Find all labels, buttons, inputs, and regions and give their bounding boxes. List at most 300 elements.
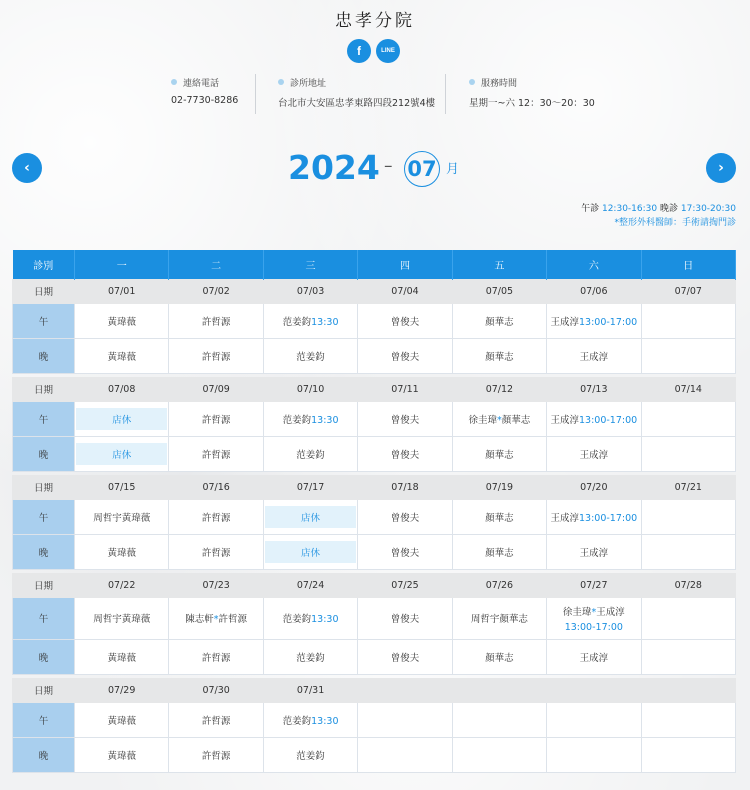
column-header: 二 [169,250,263,279]
date-label: 日期 [33,483,53,494]
doctor-name: 許哲源 [201,414,231,426]
doctor-entry [93,614,150,625]
schedule-cell [358,702,452,737]
schedule-cell [641,702,735,737]
schedule-cell[interactable] [263,597,357,639]
doctor-entry [391,653,420,664]
clinic-info [0,74,750,114]
doctor-name: 曾俊夫 [390,351,420,363]
schedule-cell [641,639,735,674]
schedule-cell[interactable] [75,639,169,674]
year-label: 2024 [288,148,380,187]
afternoon-period-label: 午 [38,414,49,426]
doctor-entry [485,450,514,461]
time-range: 13:00-17:00 [578,512,638,524]
doctor-entry [107,548,136,559]
doctor-name: 顏華志 [485,652,514,664]
closed-tag: 店休 [76,408,167,430]
doctor-entry [202,716,231,727]
doctor-entry [550,317,637,328]
evening-period-cell [13,436,75,471]
doctor-name: 徐圭瑋 [468,414,498,426]
date-cell [263,279,357,303]
schedule-cell[interactable] [452,499,546,534]
divider [445,74,446,114]
schedule-cell[interactable] [75,597,169,639]
schedule-cell[interactable] [547,303,641,338]
doctor-entry [107,653,136,664]
afternoon-period-cell [13,499,75,534]
schedule-cell[interactable] [263,436,357,471]
evening-period-label: 晚 [38,750,49,762]
column-header: 一 [75,250,169,279]
doctor-name: 許哲源 [201,715,231,727]
date-cell [358,475,452,499]
doctor-name: 黃瑋薇 [107,750,136,762]
doctor-name: 許哲源 [201,512,231,524]
doctor-entry [391,317,420,328]
doctor-entry [185,614,247,625]
doctor-name: 周哲宇黃瑋薇 [93,512,151,524]
phone-number[interactable]: 02-7730-8286 [171,95,239,106]
doctor-entry [563,607,625,618]
date-cell [452,475,546,499]
schedule-cell [641,534,735,569]
date-value: 07/15 [108,481,136,493]
schedule-cell[interactable] [169,338,263,373]
doctor-entry [202,352,231,363]
doctor-entry [485,352,514,363]
schedule-cell[interactable] [358,436,452,471]
schedule-cell [641,338,735,373]
date-value: 07/13 [580,383,608,395]
date-cell [547,377,641,401]
afternoon-period-cell [13,401,75,436]
doctor-entry [580,352,609,363]
date-separator: – [384,156,393,176]
date-cell [75,377,169,401]
doctor-name: 許哲源 [201,547,231,559]
schedule-cell[interactable] [263,303,357,338]
doctor-entry [202,415,231,426]
date-value: 07/12 [485,383,514,395]
doctor-entry [471,614,528,625]
doctor-name: 許哲源 [201,449,231,461]
doctor-entry [296,653,325,664]
time-range: 13:30 [311,316,339,328]
facebook-icon[interactable]: f [347,39,371,63]
doctor-name: 范姜鈞 [282,614,312,625]
afternoon-hours: 12:30-16:30 [601,204,658,214]
doctor-name: 曾俊夫 [390,512,420,524]
date-cell [263,573,357,597]
date-row [13,573,736,597]
afternoon-row [13,401,736,436]
date-value: 07/04 [391,285,419,297]
date-value: 07/11 [391,383,419,395]
doctor-name: 許哲源 [201,652,231,664]
evening-period-cell [13,338,75,373]
date-label: 日期 [33,581,53,592]
evening-period-cell [13,534,75,569]
doctor-name: 范姜鈞 [282,316,312,328]
date-cell [452,377,546,401]
afternoon-row [13,702,736,737]
evening-row [13,639,736,674]
doctor-name: 黃瑋薇 [107,652,136,664]
date-value: 07/24 [296,579,325,591]
closed-tag: 店休 [76,443,167,465]
doctor-name: 范姜鈞 [296,652,325,664]
schedule-cell [547,737,641,772]
month-header [0,148,750,188]
doctor-name: 范姜鈞 [296,351,325,363]
doctor-name: 王成淳 [579,351,609,363]
social-links [347,39,400,63]
afternoon-period-cell [13,303,75,338]
date-cell [547,678,641,702]
schedule-table [12,250,736,773]
schedule-cell [547,702,641,737]
evening-period-cell [13,639,75,674]
doctor-entry [283,614,339,625]
doctor-entry [391,352,420,363]
doctor-entry [580,653,609,664]
date-value: 07/30 [202,684,230,696]
doctor-entry [296,352,325,363]
date-label-cell [13,573,75,597]
column-header: 四 [358,250,452,279]
doctor-entry [202,548,231,559]
chevron-right-icon: › [718,160,724,176]
date-value: 07/22 [108,579,136,591]
date-value: 07/02 [202,285,230,297]
schedule-cell[interactable] [452,436,546,471]
schedule-cell[interactable] [75,338,169,373]
schedule-cell[interactable] [263,534,357,569]
doctor-entry [485,317,514,328]
hours-info [469,74,595,114]
schedule-cell[interactable] [263,401,357,436]
afternoon-hours-label: 午診 [581,204,600,214]
doctor-name: 顏華志 [501,414,531,426]
afternoon-period-cell [13,702,75,737]
doctor-name: 黃瑋薇 [107,351,136,363]
schedule-cell[interactable] [547,436,641,471]
date-label: 日期 [33,287,53,298]
page-title: 忠孝分院 [335,11,415,31]
date-value: 07/28 [674,579,702,591]
date-value: 07/01 [108,285,136,297]
schedule-cell[interactable] [263,702,357,737]
afternoon-period-label: 午 [38,715,49,727]
schedule-cell [452,702,546,737]
schedule-cell[interactable] [169,499,263,534]
afternoon-row [13,303,736,338]
doctor-entry [107,317,136,328]
doctor-name: 范姜鈞 [282,414,312,426]
afternoon-row [13,499,736,534]
schedule-cell[interactable] [169,702,263,737]
doctor-entry [469,415,531,426]
date-cell [452,573,546,597]
schedule-cell[interactable] [452,338,546,373]
date-value: 07/05 [485,285,514,297]
doctor-name: 曾俊夫 [390,614,420,625]
doctor-name: 周哲宇黃瑋薇 [93,614,151,625]
doctor-name: 陳志軒 [185,614,214,625]
time-range: 13:00-17:00 [578,414,638,426]
doctor-name: 許哲源 [201,750,231,762]
doctor-entry [580,450,609,461]
month-suffix: 月 [446,162,460,177]
date-cell [641,475,735,499]
afternoon-period-label: 午 [38,316,49,328]
doctor-entry [296,751,325,762]
date-label-cell [13,279,75,303]
schedule-cell[interactable] [358,597,452,639]
doctor-name: 王成淳 [550,316,579,328]
date-value: 07/18 [391,481,419,493]
doctor-entry [107,352,136,363]
doctor-name: 顏華志 [485,512,514,524]
schedule-cell[interactable] [358,499,452,534]
closed-tag: 店休 [265,541,356,563]
doctor-entry [391,450,420,461]
date-cell [169,573,263,597]
doctor-name: 王成淳 [550,414,579,426]
date-cell [263,678,357,702]
schedule-cell[interactable] [452,534,546,569]
schedule-cell[interactable] [547,597,641,639]
schedule-cell[interactable] [547,499,641,534]
date-row [13,377,736,401]
doctor-name: 范姜鈞 [282,715,312,727]
separator-mark: * [591,606,597,618]
doctor-entry [202,450,231,461]
hours-note [581,202,736,230]
schedule-cell[interactable] [75,702,169,737]
doctor-name: 王成淳 [579,449,609,461]
schedule-cell[interactable] [169,534,263,569]
hours-label: 服務時間 [481,78,518,89]
doctor-entry [391,614,420,625]
schedule-cell [641,597,735,639]
line-icon[interactable]: LINE [376,39,400,63]
date-cell [547,279,641,303]
divider [255,74,256,114]
surgery-note: *整形外科醫師：手術請掏門診 [614,218,736,228]
afternoon-period-label: 午 [38,512,49,524]
date-value: 07/08 [108,383,136,395]
column-header: 三 [263,250,357,279]
date-cell [358,279,452,303]
date-cell [263,475,357,499]
doctor-name: 王成淳 [579,652,609,664]
doctor-entry [202,653,231,664]
date-value: 07/27 [580,579,608,591]
doctor-entry [391,548,420,559]
doctor-name: 顏華志 [485,449,514,461]
schedule-cell[interactable] [547,338,641,373]
schedule-cell[interactable] [75,534,169,569]
schedule-cell[interactable] [169,597,263,639]
time-range: 13:00-17:00 [578,316,638,328]
schedule-cell[interactable] [547,639,641,674]
column-header: 日 [641,250,735,279]
date-row [13,279,736,303]
date-cell [641,377,735,401]
time-range: 13:30 [311,414,339,426]
afternoon-period-label: 午 [38,614,49,625]
schedule-cell[interactable] [169,639,263,674]
date-cell [641,678,735,702]
separator-mark: * [213,614,219,625]
doctor-name: 黃瑋薇 [107,715,136,727]
time-range: 13:30 [311,715,339,727]
schedule-cell[interactable] [169,737,263,772]
schedule-cell[interactable] [263,499,357,534]
date-value: 07/16 [202,481,230,493]
schedule-cell[interactable] [75,436,169,471]
date-cell [452,678,546,702]
column-header: 診別 [13,250,75,279]
doctor-entry [485,653,514,664]
schedule-cell [641,303,735,338]
address-label: 診所地址 [290,78,327,89]
schedule-cell [452,737,546,772]
doctor-name: 周哲宇顏華志 [470,614,528,625]
doctor-entry [550,513,637,524]
doctor-name: 黃瑋薇 [107,316,136,328]
date-cell [75,678,169,702]
schedule-cell[interactable] [358,303,452,338]
schedule-cell [358,737,452,772]
chevron-left-icon: ‹ [24,160,30,176]
doctor-entry [391,513,420,524]
doctor-entry [391,415,420,426]
schedule-cell[interactable] [452,597,546,639]
date-label-cell [13,377,75,401]
time-range: 13:00-17:00 [564,621,623,633]
date-value: 07/06 [580,285,608,297]
date-value: 07/17 [296,481,325,493]
schedule-cell[interactable] [169,436,263,471]
evening-period-label: 晚 [38,449,49,461]
schedule-cell[interactable] [452,401,546,436]
schedule-cell[interactable] [75,303,169,338]
doctor-name: 范姜鈞 [296,449,325,461]
schedule-cell[interactable] [75,737,169,772]
doctor-entry [202,751,231,762]
schedule-cell[interactable] [358,401,452,436]
schedule-cell[interactable] [452,639,546,674]
date-label: 日期 [33,385,53,396]
date-value: 07/03 [296,285,325,297]
date-cell [452,279,546,303]
schedule-cell[interactable] [75,401,169,436]
doctor-name: 顏華志 [485,316,514,328]
date-cell [547,573,641,597]
doctor-entry [202,317,231,328]
date-cell [641,279,735,303]
date-cell [169,279,263,303]
date-value: 07/21 [674,481,702,493]
schedule-cell[interactable] [358,534,452,569]
date-cell [263,377,357,401]
doctor-entry [107,716,136,727]
doctor-name: 許哲源 [218,614,248,625]
doctor-name: 曾俊夫 [390,414,420,426]
date-cell [169,377,263,401]
date-row [13,475,736,499]
evening-hours: 17:30-20:30 [680,204,736,214]
date-label-cell [13,678,75,702]
doctor-entry [93,513,150,524]
schedule-cell[interactable] [169,303,263,338]
time-range: 13:30 [311,614,339,625]
column-header: 五 [452,250,546,279]
schedule-cell[interactable] [358,338,452,373]
schedule-cell[interactable] [263,639,357,674]
doctor-name: 許哲源 [201,316,231,328]
schedule-cell[interactable] [263,338,357,373]
doctor-entry [580,548,609,559]
doctor-name: 黃瑋薇 [107,547,136,559]
schedule-cell[interactable] [547,534,641,569]
evening-period-label: 晚 [38,652,49,664]
date-cell [547,475,641,499]
schedule-cell[interactable] [263,737,357,772]
date-cell [641,573,735,597]
evening-period-label: 晚 [38,351,49,363]
date-value: 07/07 [674,285,702,297]
doctor-entry [296,450,325,461]
date-cell [358,678,452,702]
evening-period-label: 晚 [38,547,49,559]
date-label-cell [13,475,75,499]
date-value: 07/29 [108,684,136,696]
doctor-name: 顏華志 [485,351,514,363]
doctor-entry [202,513,231,524]
date-value: 07/14 [674,383,702,395]
date-cell [358,573,452,597]
schedule-cell[interactable] [547,401,641,436]
date-cell [169,475,263,499]
schedule-cell[interactable] [75,499,169,534]
doctor-entry [283,415,339,426]
date-value: 07/20 [580,481,608,493]
doctor-entry [283,317,339,328]
date-value: 07/25 [391,579,419,591]
schedule-header-row [13,250,736,279]
date-cell [358,377,452,401]
schedule-cell[interactable] [452,303,546,338]
doctor-name: 曾俊夫 [390,449,420,461]
date-value: 07/31 [296,684,325,696]
bullet-icon [469,79,475,85]
doctor-name: 王成淳 [579,547,609,559]
evening-period-cell [13,737,75,772]
schedule-cell[interactable] [169,401,263,436]
date-cell [169,678,263,702]
schedule-cell[interactable] [358,639,452,674]
bullet-icon [171,79,177,85]
address-info [278,74,435,114]
schedule-cell [641,401,735,436]
date-value: 07/19 [485,481,514,493]
date-value: 07/26 [485,579,514,591]
